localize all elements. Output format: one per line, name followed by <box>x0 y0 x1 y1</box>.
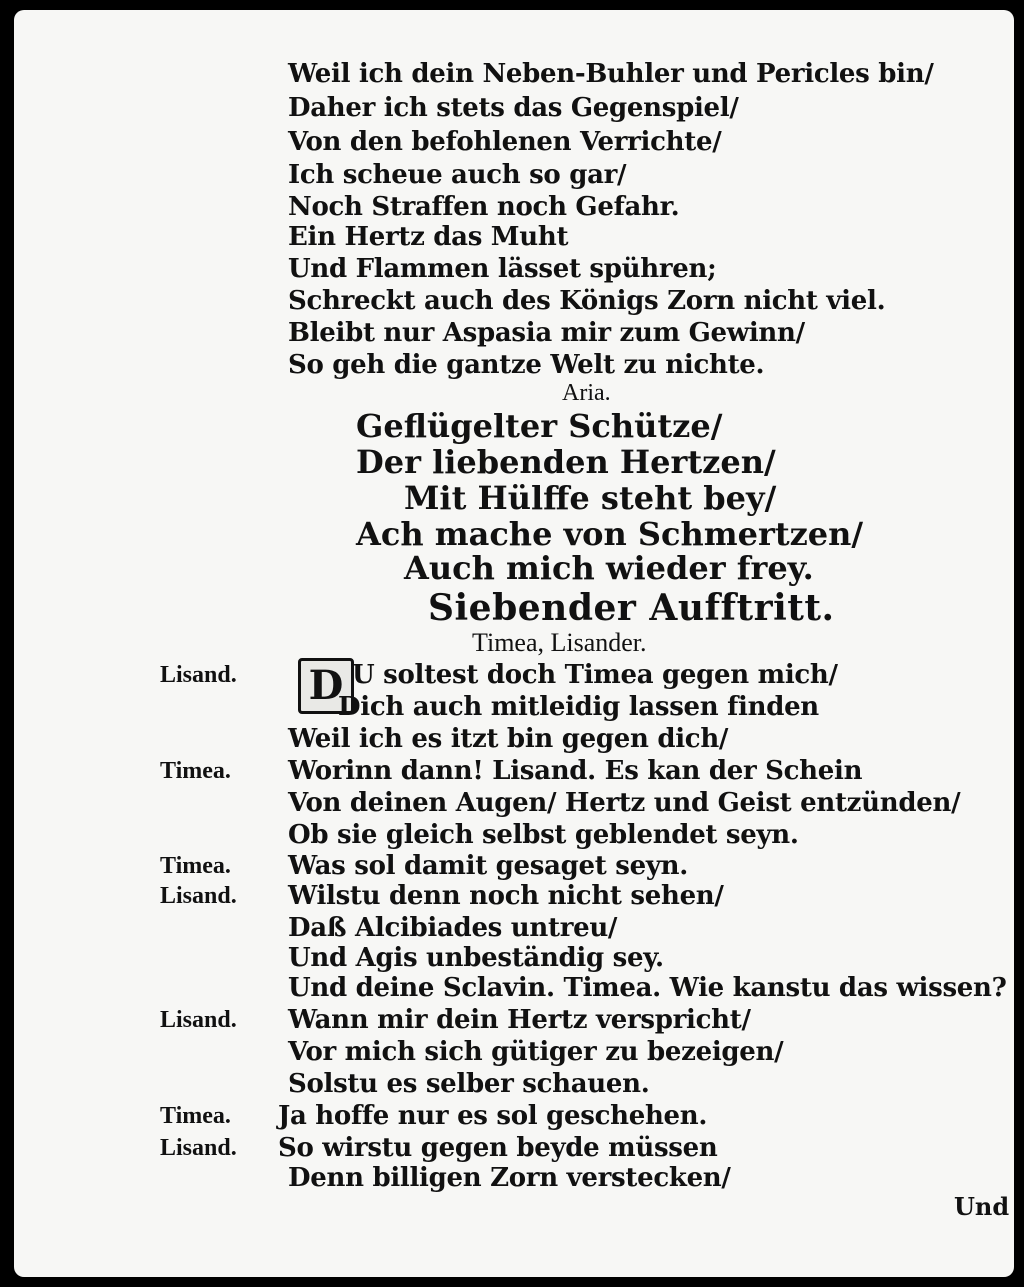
aria-line: Der liebenden Hertzen/ <box>356 443 776 481</box>
aria-line: Mit Hülffe steht bey/ <box>404 479 777 517</box>
verse-line: Ich scheue auch so gar/ <box>288 160 627 190</box>
aria-line: Auch mich wieder frey. <box>404 549 814 587</box>
verse-line: Bleibt nur Aspasia mir zum Gewinn/ <box>288 318 805 348</box>
verse-line: So geh die gantze Welt zu nichte. <box>288 350 765 380</box>
dialogue-line: Denn billigen Zorn verstecken/ <box>288 1163 731 1193</box>
verse-line: Weil ich dein Neben-Buhler und Pericles bin/ <box>288 59 934 89</box>
dialogue-line: Weil ich es itzt bin gegen dich/ <box>288 724 729 754</box>
speaker-label: Lisand. <box>160 1007 237 1033</box>
scene-persons: Timea, Lisander. <box>472 628 647 657</box>
dialogue-line: Daß Alcibiades untreu/ <box>288 913 618 943</box>
dialogue-line: Ob sie gleich selbst geblendet seyn. <box>288 820 799 850</box>
dialogue-line: Von deinen Augen/ Hertz und Geist entzünden/ <box>288 788 961 818</box>
dialogue-line: Was sol damit gesaget seyn. <box>288 851 688 881</box>
dialogue-line: U soltest doch Timea gegen mich/ <box>352 660 838 690</box>
verse-line: Ein Hertz das Muht <box>288 222 569 252</box>
verse-line: Und Flammen lässet spühren; <box>288 254 717 284</box>
dialogue-line: Ja hoffe nur es sol geschehen. <box>278 1101 708 1131</box>
verse-line: Noch Straffen noch Gefahr. <box>288 192 680 222</box>
book-page <box>14 10 1014 1277</box>
speaker-label: Timea. <box>160 758 231 784</box>
dialogue-line: Solstu es selber schauen. <box>288 1069 650 1099</box>
verse-line: Von den befohlenen Verrichte/ <box>288 127 722 157</box>
dialogue-line: Wann mir dein Hertz verspricht/ <box>288 1005 751 1035</box>
dialogue-line: Und Agis unbeständig sey. <box>288 943 664 973</box>
dialogue-line: Wilstu denn noch nicht sehen/ <box>288 881 724 911</box>
dialogue-line: Und deine Sclavin. Timea. Wie kanstu das wissen? <box>288 973 1007 1003</box>
dialogue-line: Worinn dann! Lisand. Es kan der Schein <box>288 756 863 786</box>
speaker-label: Timea. <box>160 1103 231 1129</box>
verse-line: Daher ich stets das Gegenspiel/ <box>288 93 739 123</box>
speaker-label: Lisand. <box>160 662 237 688</box>
drop-cap-initial: D <box>298 658 354 714</box>
dialogue-line: Vor mich sich gütiger zu bezeigen/ <box>288 1037 784 1067</box>
aria-heading: Aria. <box>562 380 611 406</box>
catchword: Und <box>954 1192 1010 1221</box>
speaker-label: Lisand. <box>160 1135 237 1161</box>
speaker-label: Lisand. <box>160 883 237 909</box>
dialogue-line: So wirstu gegen beyde müssen <box>278 1133 718 1163</box>
speaker-label: Timea. <box>160 853 231 879</box>
aria-line: Geflügelter Schütze/ <box>356 407 723 445</box>
scene-title: Siebender Aufftritt. <box>428 587 835 629</box>
aria-line: Ach mache von Schmertzen/ <box>356 515 864 553</box>
verse-line: Schreckt auch des Königs Zorn nicht viel. <box>288 286 886 316</box>
dialogue-line: Dich auch mitleidig lassen finden <box>338 692 819 722</box>
